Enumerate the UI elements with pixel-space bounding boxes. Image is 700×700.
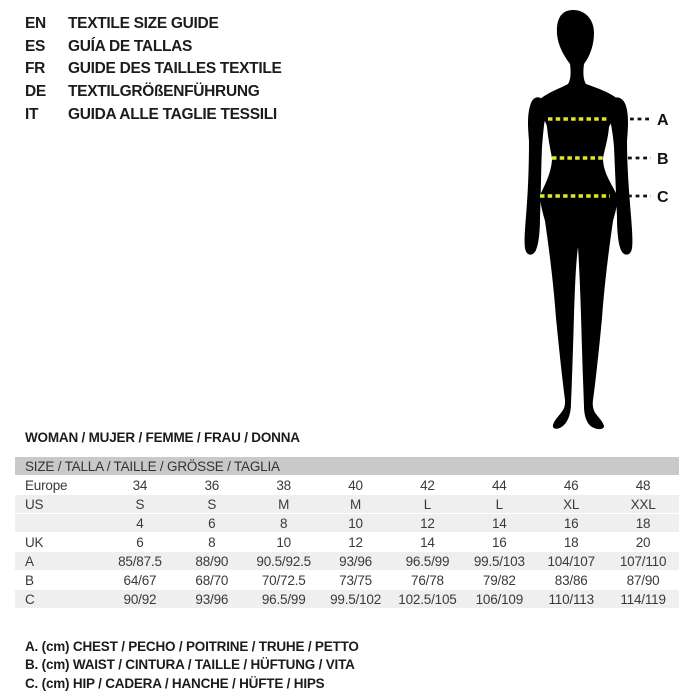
size-value: 85/87.5 — [104, 552, 176, 570]
table-row — [15, 514, 679, 532]
size-value: 4 — [104, 514, 176, 532]
size-value: 114/119 — [607, 590, 679, 608]
size-value: 44 — [492, 477, 507, 493]
language-row — [25, 36, 282, 59]
table-row — [15, 533, 679, 551]
size-value: 46 — [563, 477, 579, 493]
language-title: GUÍA DE TALLAS — [68, 37, 193, 55]
table-header-row — [15, 457, 679, 475]
size-value: 14 — [420, 534, 435, 550]
size-value: 90/92 — [104, 590, 176, 608]
waist-label: B — [657, 151, 669, 168]
right-arm — [609, 97, 632, 254]
legend-item: A. (cm) CHEST / PECHO / POITRINE / TRUHE / PETTO — [25, 638, 359, 654]
language-row — [25, 58, 282, 81]
size-value: 10 — [276, 534, 291, 550]
size-value: 64/67 — [123, 572, 157, 588]
size-value: L — [463, 495, 535, 513]
row-label: B — [25, 572, 34, 588]
chest-label: A — [657, 112, 669, 129]
size-value: 6 — [136, 534, 144, 550]
size-value: 40 — [348, 477, 363, 493]
table-header: SIZE / TALLA / TAILLE / GRÖSSE / TAGLIA — [15, 457, 679, 475]
size-value: 20 — [635, 534, 651, 550]
row-label: Europe — [25, 477, 68, 493]
language-row — [25, 13, 282, 36]
hip-label: C — [657, 189, 669, 206]
row-label — [15, 514, 104, 532]
size-value: 8 — [208, 534, 216, 550]
size-value: 107/110 — [607, 552, 679, 570]
size-value: 42 — [420, 477, 435, 493]
size-value: 8 — [248, 514, 320, 532]
size-value: 76/78 — [411, 572, 444, 588]
size-value: 18 — [607, 514, 679, 532]
language-title: TEXTILE SIZE GUIDE — [68, 15, 219, 33]
language-row — [25, 81, 282, 104]
language-row — [25, 103, 282, 126]
woman-silhouette — [536, 10, 622, 429]
size-value: 102.5/105 — [392, 590, 464, 608]
language-code: EN — [25, 15, 46, 33]
size-value: 12 — [348, 534, 363, 550]
language-code: ES — [25, 37, 46, 55]
left-arm — [525, 97, 546, 254]
language-title: GUIDE DES TAILLES TEXTILE — [68, 60, 282, 78]
size-value: 70/72.5 — [261, 572, 306, 588]
size-value: 16 — [535, 514, 607, 532]
legend-item: C. (cm) HIP / CADERA / HANCHE / HÜFTE / HIPS — [25, 675, 325, 691]
language-code: DE — [25, 83, 46, 101]
size-value: 110/113 — [535, 590, 607, 608]
size-value: XL — [535, 495, 607, 513]
size-value: 36 — [204, 477, 220, 493]
size-value: 6 — [176, 514, 248, 532]
size-value: 83/86 — [554, 572, 588, 588]
gender-title: WOMAN / MUJER / FEMME / FRAU / DONNA — [25, 430, 300, 445]
size-value: 96.5/99 — [248, 590, 320, 608]
size-value: M — [320, 495, 392, 513]
size-value: S — [104, 495, 176, 513]
size-value: S — [176, 495, 248, 513]
size-value: 10 — [320, 514, 392, 532]
size-value: 18 — [563, 534, 579, 550]
size-value: 16 — [492, 534, 507, 550]
row-label: C — [15, 590, 104, 608]
size-value: 90.5/92.5 — [248, 552, 320, 570]
size-value: 104/107 — [535, 552, 607, 570]
size-value: 106/109 — [463, 590, 535, 608]
table-row — [15, 552, 679, 570]
size-value: 14 — [463, 514, 535, 532]
legend-item: B. (cm) WAIST / CINTURA / TAILLE / HÜFTUNG / VITA — [25, 657, 355, 673]
row-label: UK — [25, 534, 44, 550]
language-header — [25, 13, 282, 126]
size-value: 12 — [392, 514, 464, 532]
table-row — [15, 495, 679, 513]
table-row — [15, 590, 679, 608]
size-value: 38 — [276, 477, 291, 493]
table-row — [15, 476, 679, 494]
size-figure — [480, 0, 700, 440]
row-label: A — [15, 552, 104, 570]
size-value: L — [392, 495, 464, 513]
table-row — [15, 571, 679, 589]
silhouette-figure — [480, 0, 700, 440]
language-title: TEXTILGRÖßENFÜHRUNG — [68, 83, 260, 101]
measurement-legend — [25, 637, 359, 693]
size-value: 34 — [132, 477, 148, 493]
size-value: 68/70 — [195, 572, 229, 588]
size-value: 73/75 — [339, 572, 372, 588]
size-value: 48 — [635, 477, 651, 493]
language-code: IT — [25, 105, 39, 123]
size-value: M — [248, 495, 320, 513]
size-value: 79/82 — [482, 572, 516, 588]
size-value: 99.5/103 — [463, 552, 535, 570]
language-title: GUIDA ALLE TAGLIE TESSILI — [68, 105, 277, 123]
size-value: 93/96 — [176, 590, 248, 608]
size-value: XXL — [607, 495, 679, 513]
size-value: 93/96 — [320, 552, 392, 570]
size-value: 99.5/102 — [320, 590, 392, 608]
size-value: 87/90 — [626, 572, 660, 588]
row-label: US — [15, 495, 104, 513]
language-code: FR — [25, 60, 46, 78]
size-value: 96.5/99 — [392, 552, 464, 570]
size-value: 88/90 — [176, 552, 248, 570]
size-table — [15, 456, 679, 609]
